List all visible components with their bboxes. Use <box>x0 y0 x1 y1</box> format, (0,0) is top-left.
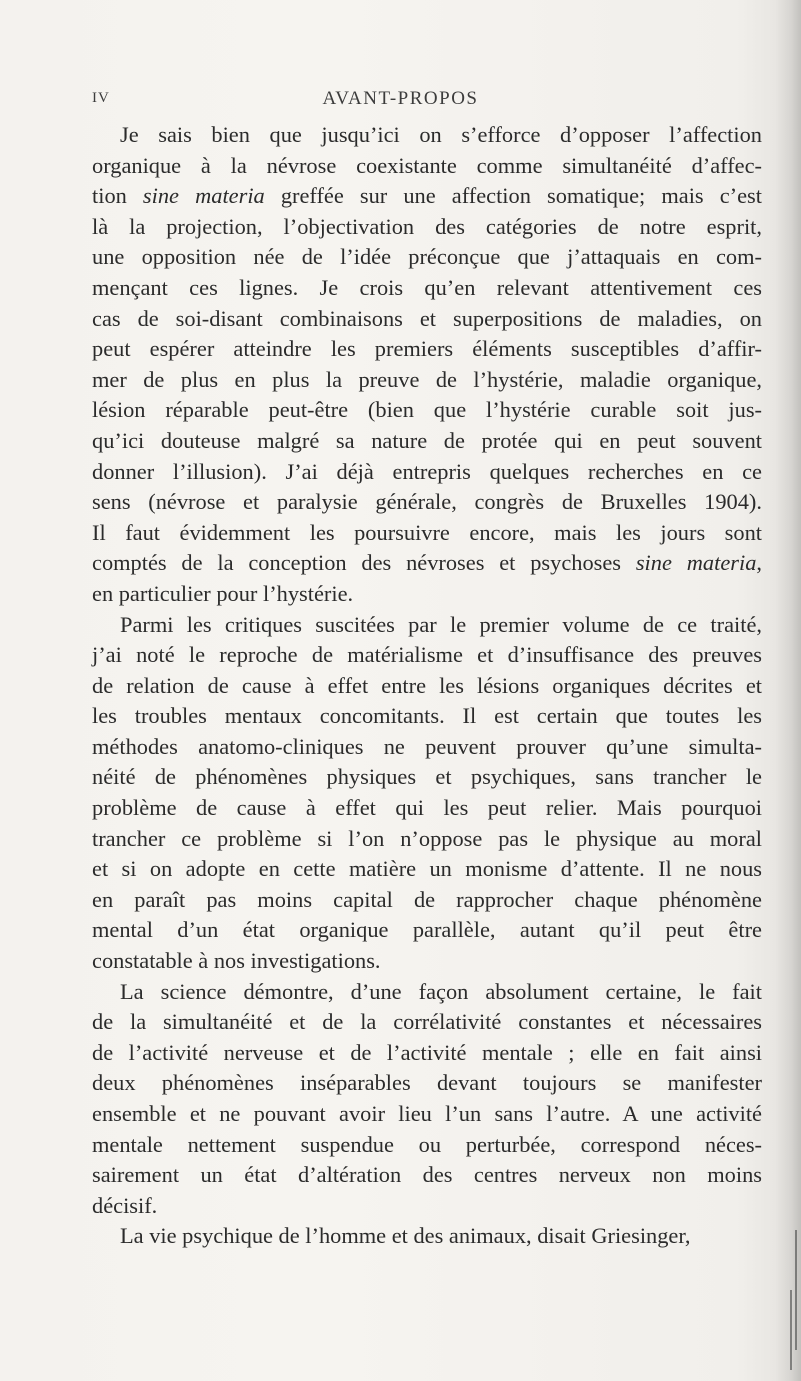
text-line: de relation de cause à effet entre les lésions organiques décrites et <box>92 672 762 698</box>
running-title: AVANT-PROPOS <box>322 88 479 109</box>
text-line: et si on adopte en cette matière un monisme d’attente. Il ne nous <box>92 856 762 882</box>
text-line: décisif. <box>92 1192 158 1218</box>
text-line: là la projection, l’objectivation des catégories de notre esprit, <box>92 213 762 239</box>
text-line: tion sine materia greffée sur une affection somatique; mais c’est <box>92 183 762 209</box>
paragraph <box>92 120 762 610</box>
text-line: donner l’illusion). J’ai déjà entrepris quelques recherches en ce <box>92 458 762 484</box>
text-line: comptés de la conception des névroses et psychoses sine materia, <box>92 550 762 576</box>
running-head <box>0 88 801 114</box>
text-line: mer de plus en plus la preuve de l’hystérie, maladie organique, <box>92 366 762 392</box>
paragraph <box>92 610 762 977</box>
text-line: néité de phénomènes physiques et psychiques, sans trancher le <box>92 764 762 790</box>
text-line: cas de soi-disant combinaisons et superpositions de maladies, on <box>92 305 762 331</box>
body-text <box>92 120 762 1252</box>
text-line: en particulier pour l’hystérie. <box>92 580 354 606</box>
paragraph <box>92 977 762 1222</box>
italic-term: sine materia <box>635 550 757 576</box>
text-line: mental d’un état organique parallèle, autant qu’il peut être <box>92 917 762 943</box>
paragraph <box>92 1221 762 1252</box>
text-line: Il faut évidemment les poursuivre encore, mais les jours sont <box>92 519 762 545</box>
text-line: de la simultanéité et de la corrélativité constantes et nécessaires <box>92 1009 762 1035</box>
text-line: une opposition née de l’idée préconçue que j’attaquais en com- <box>92 244 762 270</box>
text-line: problème de cause à effet qui les peut relier. Mais pourquoi <box>92 795 762 821</box>
text-line: mençant ces lignes. Je crois qu’en relevant attentivement ces <box>92 274 762 300</box>
text-line: qu’ici douteuse malgré sa nature de protée qui en peut souvent <box>92 427 762 453</box>
text-line: Je sais bien que jusqu’ici on s’efforce d’opposer l’affection <box>120 122 762 147</box>
page-edge-mark <box>795 1230 797 1350</box>
text-line: sens (névrose et paralysie générale, congrès de Bruxelles 1904). <box>92 489 762 515</box>
text-line: méthodes anatomo-cliniques ne peuvent prouver qu’une simulta- <box>92 733 762 759</box>
text-line: deux phénomènes inséparables devant toujours se manifester <box>92 1070 762 1096</box>
page-edge-shadow <box>775 0 801 1381</box>
text-line: j’ai noté le reproche de matérialisme et d’insuffisance des preuves <box>92 642 762 668</box>
text-line: mentale nettement suspendue ou perturbée, correspond néces- <box>92 1131 762 1157</box>
text-line: trancher ce problème si l’on n’oppose pas le physique au moral <box>92 825 762 851</box>
text-line: peut espérer atteindre les premiers éléments susceptibles d’affir- <box>92 336 762 362</box>
text-line: La science démontre, d’une façon absolument certaine, le fait <box>120 978 762 1004</box>
text-line: constatable à nos investigations. <box>92 948 381 974</box>
italic-term: sine materia <box>142 183 265 209</box>
text-line: ensemble et ne pouvant avoir lieu l’un sans l’autre. A une activité <box>92 1101 762 1126</box>
page-edge-mark <box>790 1290 792 1370</box>
text-line: les troubles mentaux concomitants. Il est certain que toutes les <box>92 703 762 729</box>
text-line: La vie psychique de l’homme et des animaux, disait Griesinger, <box>120 1223 691 1249</box>
text-line: Parmi les critiques suscitées par le premier volume de ce traité, <box>120 611 762 637</box>
text-line: de l’activité nerveuse et de l’activité mentale ; elle en fait ainsi <box>92 1039 762 1065</box>
text-line: organique à la névrose coexistante comme simultanéité d’affec- <box>92 152 762 178</box>
text-line: sairement un état d’altération des centres nerveux non moins <box>92 1162 762 1188</box>
text-line: en paraît pas moins capital de rapprocher chaque phénomène <box>92 886 762 912</box>
page-number: IV <box>92 90 110 106</box>
text-line: lésion réparable peut-être (bien que l’hystérie curable soit jus- <box>92 397 762 423</box>
